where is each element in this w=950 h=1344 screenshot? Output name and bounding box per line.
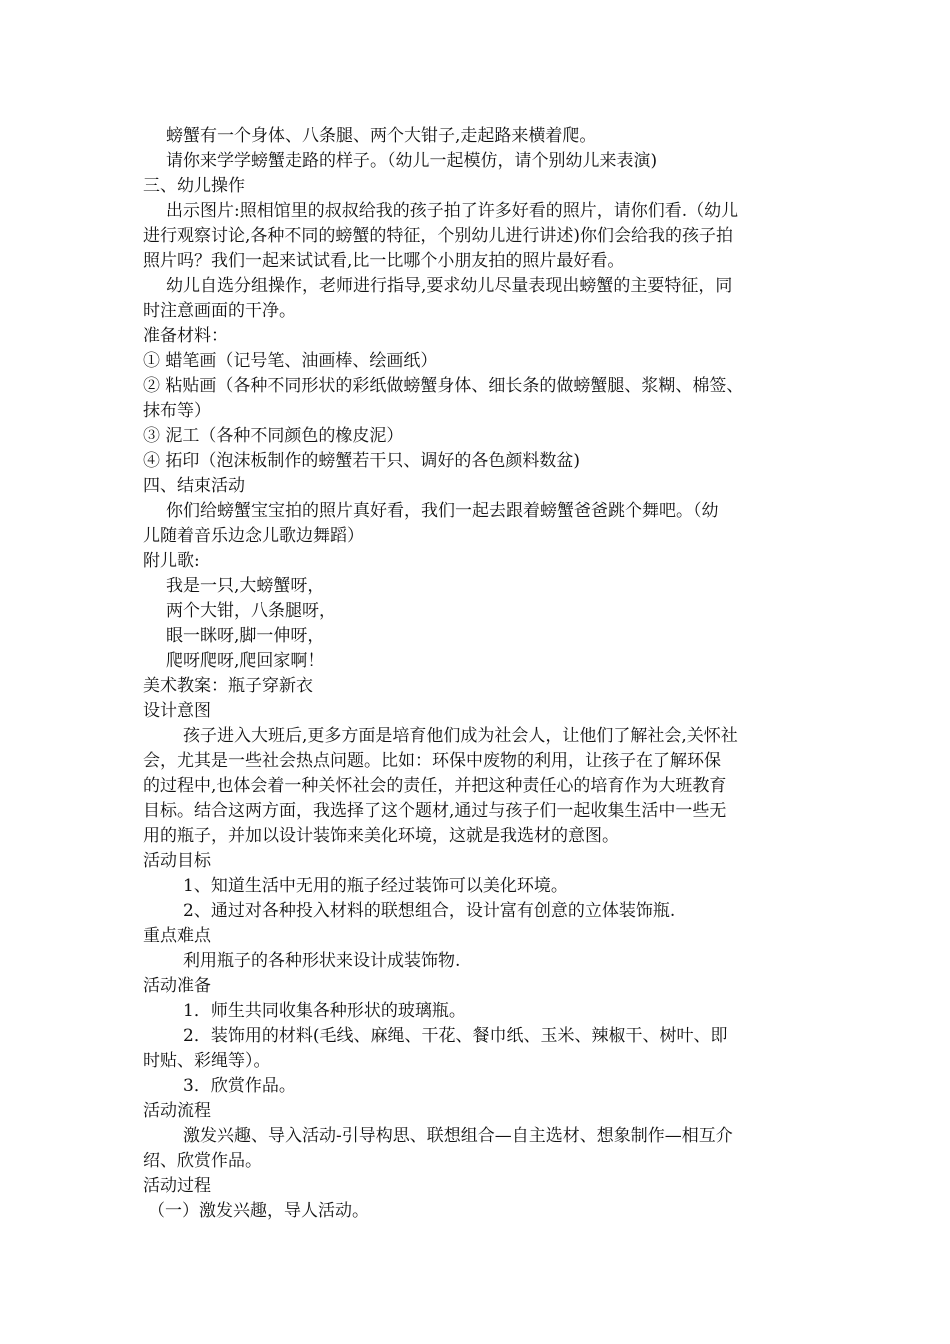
section-heading: 活动流程 — [143, 1101, 211, 1121]
poem-line: 我是一只,大螃蟹呀， — [166, 576, 325, 596]
text-line: 进行观察讨论,各种不同的螃蟹的特征，个别幼儿进行讲述)你们会给我的孩子拍 — [143, 226, 734, 246]
section-heading: 活动准备 — [143, 976, 211, 996]
section-heading: 活动过程 — [143, 1176, 211, 1196]
text-line: 的过程中,也体会着一种关怀社会的责任，并把这种责任心的培育作为大班教育 — [143, 776, 727, 796]
list-item: 1、知道生活中无用的瓶子经过装饰可以美化环境。 — [183, 876, 568, 896]
list-item: ④ 拓印（泡沫板制作的螃蟹若干只、调好的各色颜料数盆) — [143, 451, 581, 471]
section-heading: 准备材料： — [143, 326, 228, 346]
text-line: 时注意画面的干净。 — [143, 301, 296, 321]
list-item: 2．装饰用的材料(毛线、麻绳、干花、餐巾纸、玉米、辣椒干、树叶、即 — [183, 1026, 728, 1046]
text-line: 幼儿自选分组操作，老师进行指导,要求幼儿尽量表现出螃蟹的主要特征，同 — [166, 276, 733, 296]
text-line: 孩子进入大班后,更多方面是培育他们成为社会人，让他们了解社会,关怀社 — [183, 726, 738, 746]
section-heading: 设计意图 — [143, 701, 211, 721]
list-item: 3．欣赏作品。 — [183, 1076, 296, 1096]
text-line: 你们给螃蟹宝宝拍的照片真好看，我们一起去跟着螃蟹爸爸跳个舞吧。（幼 — [166, 501, 719, 521]
text-line: 请你来学学螃蟹走路的样子。（幼儿一起模仿，请个别幼儿来表演) — [166, 151, 658, 171]
poem-line: 爬呀爬呀,爬回家啊！ — [166, 651, 325, 671]
list-item: 1．师生共同收集各种形状的玻璃瓶。 — [183, 1001, 466, 1021]
text-line: 用的瓶子，并加以设计装饰来美化环境，这就是我选材的意图。 — [143, 826, 619, 846]
text-line: 利用瓶子的各种形状来设计成装饰物. — [183, 951, 461, 971]
section-heading: 四、结束活动 — [143, 476, 245, 496]
section-heading: 三、幼儿操作 — [143, 176, 245, 196]
text-line: 出示图片:照相馆里的叔叔给我的孩子拍了许多好看的照片，请你们看.（幼儿 — [166, 201, 739, 221]
text-line: 抹布等） — [143, 401, 211, 421]
list-item: ② 粘贴画（各种不同形状的彩纸做螃蟹身体、细长条的做螃蟹腿、浆糊、棉签、 — [143, 376, 744, 396]
text-line: 螃蟹有一个身体、八条腿、两个大钳子,走起路来横着爬。 — [166, 126, 597, 146]
text-line: 激发兴趣、导入活动-引导构思、联想组合—自主选材、想象制作—相互介 — [183, 1126, 733, 1146]
section-heading: 活动目标 — [143, 851, 211, 871]
text-line: 时贴、彩绳等）。 — [143, 1051, 271, 1071]
section-heading: 附儿歌: — [143, 551, 200, 571]
section-heading: 重点难点 — [143, 926, 211, 946]
lesson-title: 美术教案：瓶子穿新衣 — [143, 676, 313, 696]
text-line: （一）激发兴趣，导人活动。 — [148, 1201, 369, 1221]
text-line: 会，尤其是一些社会热点问题。比如：环保中废物的利用，让孩子在了解环保 — [143, 751, 721, 771]
poem-line: 两个大钳，八条腿呀， — [166, 601, 336, 621]
text-line: 儿随着音乐边念儿歌边舞蹈） — [143, 526, 364, 546]
text-line: 照片吗？我们一起来试试看,比一比哪个小朋友拍的照片最好看。 — [143, 251, 625, 271]
list-item: 2、通过对各种投入材料的联想组合，设计富有创意的立体装饰瓶. — [183, 901, 676, 921]
text-line: 目标。结合这两方面，我选择了这个题材,通过与孩子们一起收集生活中一些无 — [143, 801, 727, 821]
list-item: ③ 泥工（各种不同颜色的橡皮泥） — [143, 426, 404, 446]
text-line: 绍、欣赏作品。 — [143, 1151, 262, 1171]
poem-line: 眼一眯呀,脚一伸呀， — [166, 626, 325, 646]
list-item: ① 蜡笔画（记号笔、油画棒、绘画纸） — [143, 351, 438, 371]
